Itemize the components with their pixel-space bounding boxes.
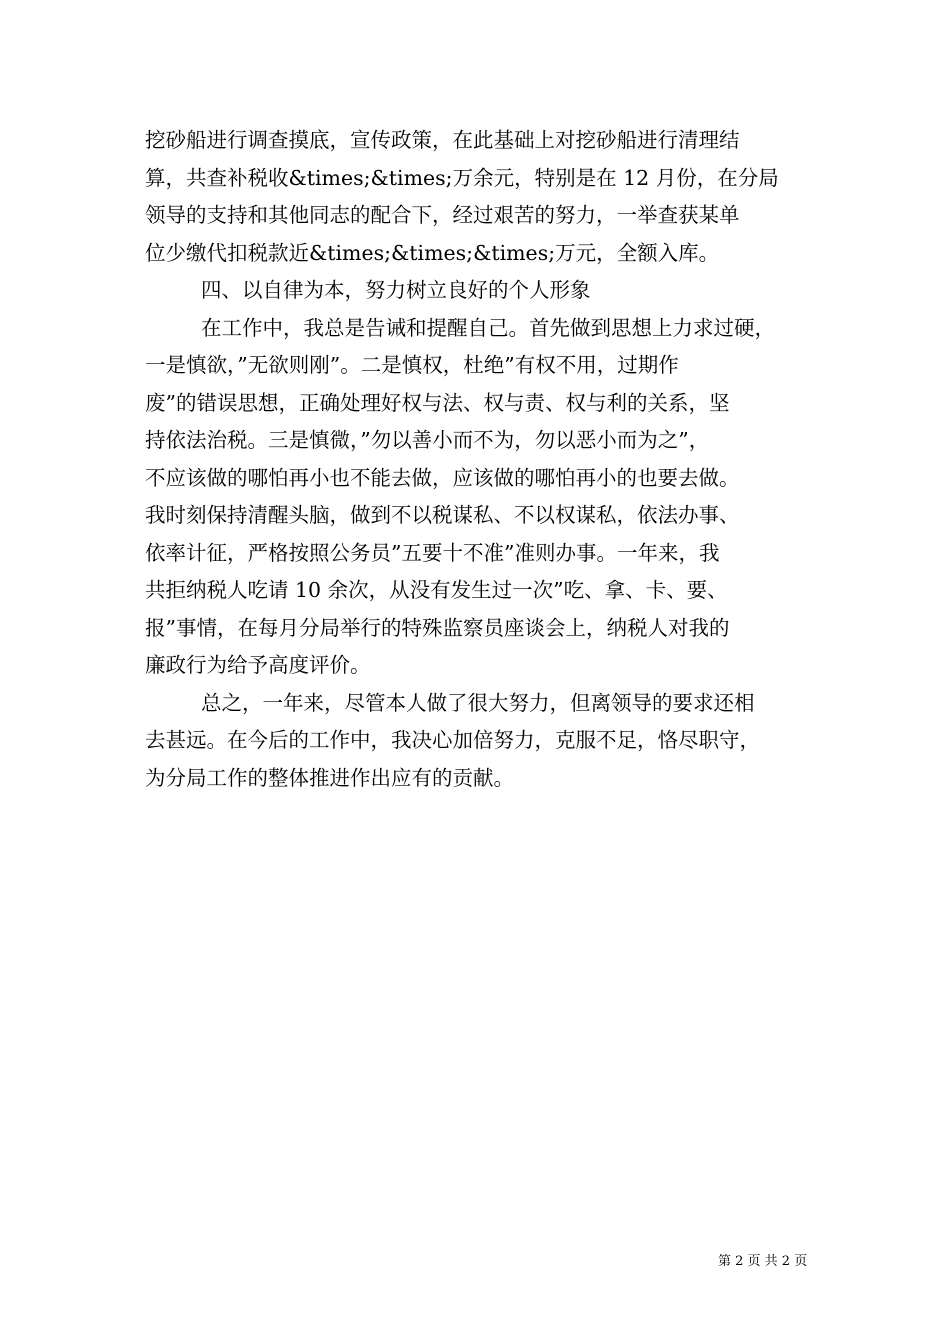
text-line: 依率计征，严格按照公务员”五要十不准”准则办事。一年来，我 — [145, 540, 720, 565]
text-line: 持依法治税。三是慎微，”勿以善小而不为，勿以恶小而为之”， — [145, 428, 710, 452]
text-line: 廉政行为给予高度评价。 — [145, 653, 371, 677]
text-line: 报”事情，在每月分局举行的特殊监察员座谈会上，纳税人对我的 — [145, 615, 730, 640]
text-line: 算，共查补税收&times;&times;万余元，特别是在 12 月份，在分局 — [145, 165, 779, 190]
text-line: 挖砂船进行调查摸底，宣传政策，在此基础上对挖砂船进行清理结 — [145, 128, 740, 152]
text-line: 我时刻保持清醒头脑，做到不以税谋私、不以权谋私，依法办事、 — [145, 503, 740, 527]
text-line: 共拒纳税人吃请 10 余次，从没有发生过一次”吃、拿、卡、要、 — [145, 578, 728, 602]
page-number-footer: 第 2 页 共 2 页 — [718, 1254, 808, 1269]
text-line: 废”的错误思想，正确处理好权与法、权与责、权与利的关系，坚 — [145, 390, 730, 415]
document-body — [145, 122, 835, 797]
text-line: 在工作中，我总是告诫和提醒自己。首先做到思想上力求过硬， — [201, 315, 775, 340]
text-line: 领导的支持和其他同志的配合下，经过艰苦的努力，一举查获某单 — [145, 203, 740, 227]
text-line: 位少缴代扣税款近&times;&times;&times;万元，全额入库。 — [145, 240, 720, 265]
text-line: 为分局工作的整体推进作出应有的贡献。 — [145, 765, 514, 790]
text-line: 总之，一年来，尽管本人做了很大努力，但离领导的要求还相 — [201, 690, 755, 715]
text-line: 一是慎欲，”无欲则刚”。二是慎权，杜绝”有权不用，过期作 — [145, 353, 679, 377]
text-line: 四、以自律为本，努力树立良好的个人形象 — [201, 278, 591, 302]
text-line: 不应该做的哪怕再小也不能去做，应该做的哪怕再小的也要去做。 — [145, 465, 740, 490]
text-line: 去甚远。在今后的工作中，我决心加倍努力，克服不足，恪尽职守， — [145, 728, 760, 752]
